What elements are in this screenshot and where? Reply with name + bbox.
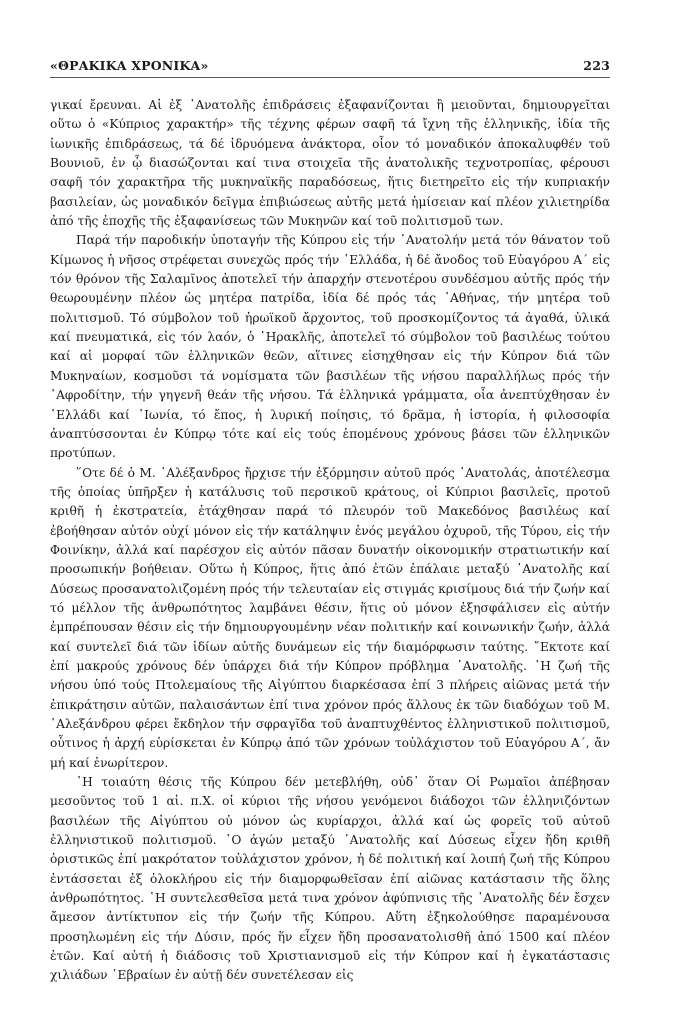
running-header xyxy=(50,58,610,78)
paragraph-3: ῞Οτε δέ ὁ Μ. ᾽Αλέξανδρος ἤρχισε τήν ἐξόρμησιν αὐτοῦ πρός ᾽Ανατολάς, ἀποτέλεσμα τῆς ὁποίας ὑπῆρξεν ἡ κατάλυσις τοῦ περσικοῦ κράτους, οἱ Κύπριοι βασιλεῖς, προτοῦ κριθῆ ἡ ἐκστρατεία, ἐτάχθησαν παρά τό πλευρόν τοῦ Μακεδόνος βασιλέως καί ἐβοήθησαν αὐτόν οὐχί μόνον εἰς τήν κατάληψιν ἑνός μεγάλου ὀχυροῦ, τῆς Τύρου, εἰς τήν Φοινίκην, ἀλλά καί παρέσχον εἰς αὐτόν πᾶσαν δυνατήν οἰκονομικήν στρατιωτικήν καί προσωπικήν βοήθειαν. Οὕτω ἡ Κύπρος, ἥτις ἀπό ἐτῶν ἐπάλαιε μεταξύ ᾽Ανατολῆς καί Δύσεως προσανατολιζομένη πρός τήν τελευταίαν εἰς στιγμάς κρισίμους διά τήν ζωήν καί τό μέλλον τῆς ἀνθρωπότητος λαμβάνει θέσιν, ἥτις οὐ μόνον ἐξησφάλισεν εἰς αὐτήν ἐμπρέπουσαν θέσιν εἰς τήν δημιουργουμένην νέαν πολιτικήν καί κοινωνικήν ζωήν, ἀλλά καί συντελεῖ διά τῶν ἰδίων αὐτῆς δυνάμεων εἰς τήν διαμόρφωσιν ταύτης. ῎Εκτοτε καί ἐπί μακρούς χρόνους δέν ὑπάρχει διά τήν Κύπρον πρόβλημα ᾽Ανατολῆς. ῾Η ζωή τῆς νήσου ὑπό τούς Πτολεμαίους τῆς Αἰγύπτου διαρκέσασα ἐπί 3 πλήρεις αἰῶνας μετά τήν ἐπικράτησιν αὐτῶν, παλαισάντων ἐπί τινα χρόνον πρός ἄλλους ἐκ τῶν διαδόχων τοῦ Μ. ᾽Αλεξάνδρου φέρει ἔκδηλον τήν σφραγῖδα τοῦ ἀναπτυχθέντος ἑλληνιστικοῦ πολιτισμοῦ, οὗτινος ἡ ἀρχή εὑρίσκεται ἐν Κύπρῳ ἀπό τῶν χρόνων τοὐλάχιστον τοῦ Εὐαγόρου Α΄, ἄν μή καί ἐνωρίτερον. xyxy=(50,465,610,770)
paragraph-2: Παρά τήν παροδικήν ὑποταγήν τῆς Κύπρου εἰς τήν ᾽Ανατολήν μετά τόν θάνατον τοῦ Κίμωνος ἡ νῆσος στρέφεται συνεχῶς πρός τήν ῾Ελλάδα, ἡ δέ ἄνοδος τοῦ Εὐαγόρου Α΄ εἰς τόν θρόνον τῆς Σαλαμῖνος ἀποτελεῖ τήν ἀπαρχήν στενοτέρου συνδέσμου αὐτῆς πρός τήν θεωρουμένην πλέον ὡς μητέρα πατρίδα, ἰδία δέ πρός τάς ᾽Αθήνας, τήν μητέρα τοῦ πολιτισμοῦ. Τό σύμβολον τοῦ ἡρωϊκοῦ ἄρχοντος, τοῦ προσκομίζοντος τά ἀγαθά, ὑλικά καί πνευματικά, εἰς τόν λαόν, ὁ ῾Ηρακλῆς, ἀποτελεῖ τό σύμβολον τοῦ βασιλέως τούτου καί αἱ μορφαί τῶν ἑλληνικῶν θεῶν, αἵτινες εἰσηχθησαν εἰς τήν Κύπρον διά τῶν Μυκηναίων, κοσμοῦσι τά νομίσματα τῶν βασιλέων τῆς νήσου παραλλήλως πρός τήν ᾽Αφροδίτην, τήν γηγενῆ θεάν τῆς νήσου. Τά ἑλληνικά γράμματα, οἷα ἀνεπτύχθησαν ἐν ῾Ελλάδι καί ᾽Ιωνία, τό ἔπος, ἡ λυρική ποίησις, τό δρᾶμα, ἡ ἱστορία, ἡ φιλοσοφία ἀναπτύσσονται ἐν Κύπρῳ τότε καί εἰς τούς ἑπομένους χρόνους βάσει τῶν ἑλληνικῶν προτύπων. xyxy=(50,233,610,461)
body-text xyxy=(50,96,610,986)
paragraph-1: γικαί ἔρευναι. Αἱ ἐξ ᾽Ανατολῆς ἐπιδράσεις ἐξαφανίζονται ἢ μειοῦνται, δημιουργεῖται οὕτω ὁ «Κύπριος χαρακτήρ» τῆς τέχνης φέρων σαφῆ τά ἴχνη τῆς ἑλληνικῆς, ἰδία τῆς ἰωνικῆς ἐπιδράσεως, τά δέ ἱδρυόμενα ἀνάκτορα, οἷον τό μοναδικόν ἀποκαλυφθέν τοῦ Βουνιοῦ, ἐν ᾧ διασώζονται καί τινα στοιχεῖα τῆς ἀνατολικῆς τεχνοτροπίας, φέρουσι σαφῆ τόν χαρακτῆρα τῆς μυκηναϊκῆς παραδόσεως, ἥτις διετηρεῖτο εἰς τήν κυπριακήν βασιλείαν, ὡς μοναδικόν δεῖγμα ἐπιβιώσεως αὐτῆς μετά ἡμίσειαν καί πλέον χιλιετηρίδα ἀπό τῆς ἐποχῆς τῆς ἐξαφανίσεως τῶν Μυκηνῶν καί τοῦ πολιτισμοῦ των. xyxy=(50,98,610,229)
document-page xyxy=(50,58,610,986)
journal-title: «ΘΡΑΚΙΚΑ ΧΡΟΝΙΚΑ» xyxy=(50,58,209,73)
paragraph-4: ῾Η τοιαύτη θέσις τῆς Κύπρου δέν μετεβλήθη, οὐδ᾽ ὅταν Οἱ Ρωμαῖοι ἀπέβησαν μεσοῦντος τοῦ 1 αἰ. π.Χ. οἱ κύριοι τῆς νήσου γενόμενοι διάδοχοι τῶν ἑλληνιζόντων βασιλέων τῆς Αἰγύπτου οὐ μόνον ὡς κυρίαρχοι, ἀλλά καί ὡς φορεῖς τοῦ αὐτοῦ ἑλληνιστικοῦ πολιτισμοῦ. ῾Ο ἀγών μεταξύ ᾽Ανατολῆς καί Δύσεως εἶχεν ἤδη κριθῆ ὁριστικῶς ἐπί μακρότατον τοὐλάχιστον χρόνον, ἡ δέ πολιτική καί λοιπή ζωή τῆς Κύπρου ἐντάσσεται ἐξ ὁλοκλήρου εἰς τήν διαμορφωθεῖσαν ἐπί αἰῶνας κατάστασιν τῆς ὅλης ἀνθρωπότητος. ῾Η συντελεσθεῖσα μετά τινα χρόνον ἀφύπνισις τῆς ᾽Ανατολῆς δέν ἔσχεν ἄμεσον ἀντίκτυπον εἰς τήν ζωήν τῆς Κύπρου. Αὕτη ἐξηκολούθησε παραμένουσα προσηλωμένη εἰς τήν Δύσιν, πρός ἥν εἶχεν ἤδη προσανατολισθῆ ἀπό 1500 καί πλέον ἐτῶν. Καί αὐτή ἡ διάδοσις τοῦ Χριστιανισμοῦ εἰς τήν Κύπρον καί ἡ ἐγκατάστασις χιλιάδων ῾Εβραίων ἐν αὐτῇ δέν συνετέλεσαν εἰς xyxy=(50,775,610,983)
page-number: 223 xyxy=(583,58,610,73)
